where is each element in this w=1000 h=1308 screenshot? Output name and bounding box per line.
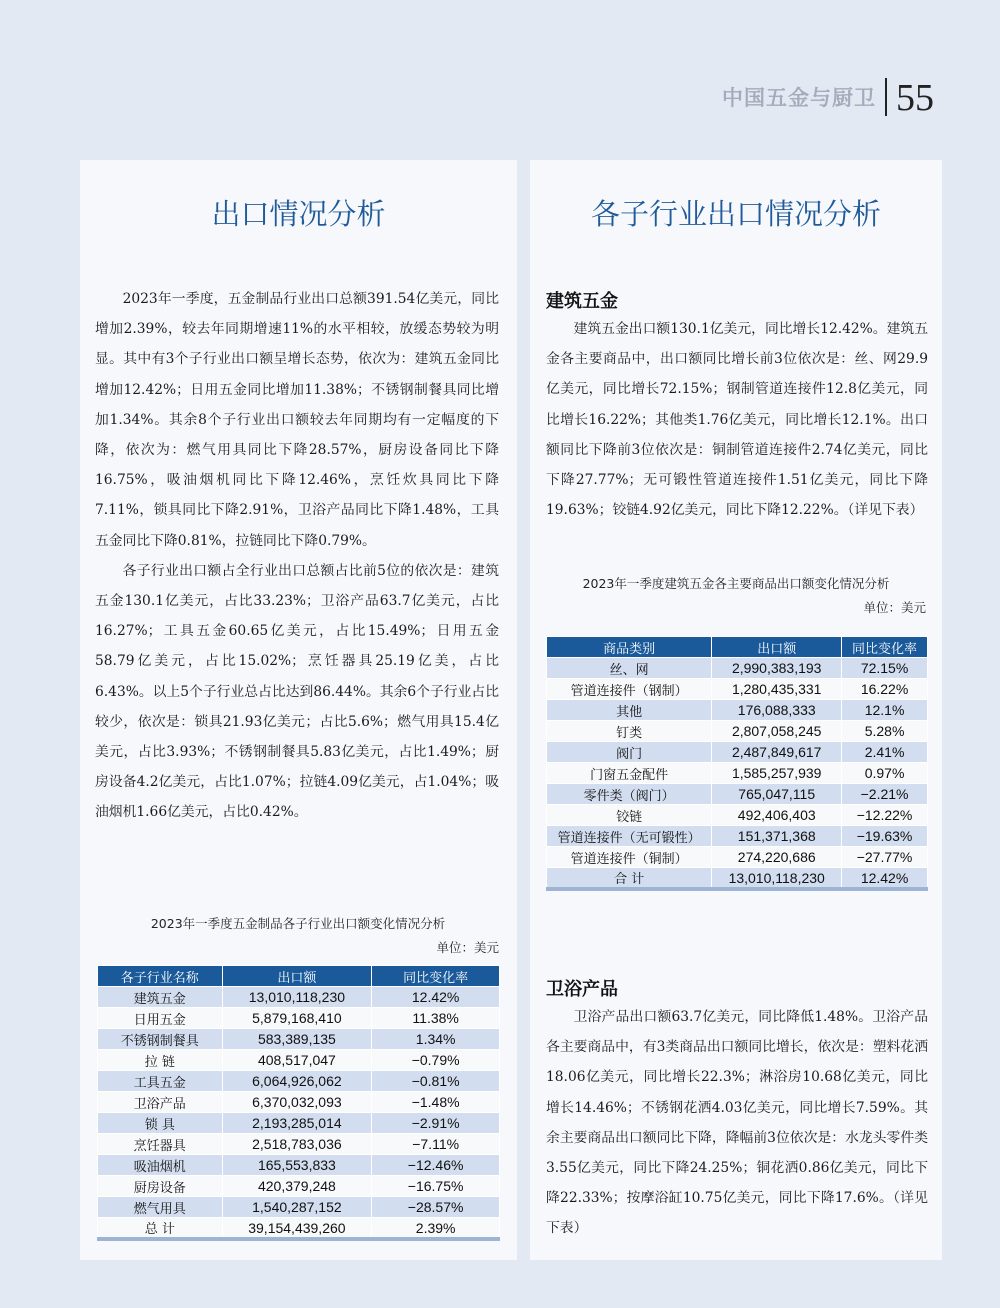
table-cell: 日用五金 <box>98 1008 223 1029</box>
table-cell: 420,379,248 <box>222 1176 372 1197</box>
header-divider <box>885 78 887 116</box>
table-cell: −2.21% <box>842 784 928 805</box>
table-cell: 燃气用具 <box>98 1197 223 1218</box>
magazine-logo: 中国五金与厨卫 <box>722 86 876 110</box>
table-cell: 2,487,849,617 <box>712 742 842 763</box>
table-row <box>98 1176 500 1197</box>
table-cell: −19.63% <box>842 826 928 847</box>
table-cell: 合 计 <box>547 868 712 890</box>
table-row <box>547 742 928 763</box>
table-cell: 12.1% <box>842 700 928 721</box>
building-hardware-table <box>546 636 928 891</box>
table-row <box>547 784 928 805</box>
table-cell: 165,553,833 <box>222 1155 372 1176</box>
table-cell: −0.79% <box>372 1050 500 1071</box>
table-cell: 1.34% <box>372 1029 500 1050</box>
table-row <box>98 1134 500 1155</box>
table-cell: 2.39% <box>372 1218 500 1240</box>
table-cell: 13,010,118,230 <box>222 987 372 1008</box>
table-cell: 铰链 <box>547 805 712 826</box>
table-cell: 管道连接件（钢制） <box>547 679 712 700</box>
table-cell: 5,879,168,410 <box>222 1008 372 1029</box>
table-cell: 门窗五金配件 <box>547 763 712 784</box>
table-cell: 其他 <box>547 700 712 721</box>
table-row <box>98 1113 500 1134</box>
table-cell: 12.42% <box>372 987 500 1008</box>
right-table-unit: 单位：美元 <box>863 600 926 615</box>
industry-export-table <box>97 965 500 1241</box>
left-body-text <box>95 284 499 828</box>
table-cell: 13,010,118,230 <box>712 868 842 890</box>
table-cell: 16.22% <box>842 679 928 700</box>
table-cell: −28.57% <box>372 1197 500 1218</box>
table-row <box>547 700 928 721</box>
table-row <box>98 1071 500 1092</box>
page-number: 55 <box>896 77 934 119</box>
table-header-row <box>547 637 928 658</box>
table-cell: 2,518,783,036 <box>222 1134 372 1155</box>
right-section-title: 各子行业出口情况分析 <box>590 197 881 231</box>
left-paragraph-2: 各子行业出口额占全行业出口总额占比前5位的依次是：建筑五金130.1亿美元，占比33.23%；卫浴产品63.7亿美元，占比16.27%；工具五金60.65亿美元，占比15.49%；日用五金58.79亿美元，占比15.02%；烹饪器具25.19亿美，占比6.43%。以上5个子行业总占比达到86.44%。其余6个子行业占比较少，依次是：锁具21.93亿美元；占比5.6%；燃气用具15.4亿美元，占比3.93%；不锈钢制餐具5.83亿美元，占比1.49%；厨房设备4.2亿美元，占比1.07%；拉链4.09亿美元，占1.04%；吸油烟机1.66亿美元，占比0.42%。 <box>95 562 499 821</box>
table-row <box>98 1092 500 1113</box>
table-cell: 6,064,926,062 <box>222 1071 372 1092</box>
table-row <box>547 721 928 742</box>
table-cell: 5.28% <box>842 721 928 742</box>
table-cell: 钉类 <box>547 721 712 742</box>
table-row <box>98 1050 500 1071</box>
column-header: 出口额 <box>712 637 842 658</box>
table-cell: −1.48% <box>372 1092 500 1113</box>
table-row <box>547 868 928 890</box>
table-cell: 274,220,686 <box>712 847 842 868</box>
column-header: 各子行业名称 <box>98 966 223 987</box>
table-cell: 0.97% <box>842 763 928 784</box>
table-cell: 39,154,439,260 <box>222 1218 372 1240</box>
table-cell: 不锈钢制餐具 <box>98 1029 223 1050</box>
table-cell: 1,540,287,152 <box>222 1197 372 1218</box>
table-cell: 408,517,047 <box>222 1050 372 1071</box>
table-cell: 2,990,383,193 <box>712 658 842 679</box>
table-cell: −12.22% <box>842 805 928 826</box>
table-cell: −2.91% <box>372 1113 500 1134</box>
building-hardware-text <box>546 314 928 525</box>
table-cell: 丝、网 <box>547 658 712 679</box>
table-cell: 11.38% <box>372 1008 500 1029</box>
table-row <box>98 1197 500 1218</box>
table-cell: −16.75% <box>372 1176 500 1197</box>
table-cell: 583,389,135 <box>222 1029 372 1050</box>
table-row <box>547 826 928 847</box>
table-cell: 烹饪器具 <box>98 1134 223 1155</box>
table-row <box>547 658 928 679</box>
table-cell: 锁 具 <box>98 1113 223 1134</box>
table-cell: 总 计 <box>98 1218 223 1240</box>
table-row <box>547 679 928 700</box>
table-cell: 2,193,285,014 <box>222 1113 372 1134</box>
right-panel <box>530 160 942 1260</box>
left-table-unit: 单位：美元 <box>436 940 499 955</box>
column-header: 出口额 <box>222 966 372 987</box>
table-row <box>98 1155 500 1176</box>
left-table-caption: 2023年一季度五金制品各子行业出口额变化情况分析 <box>150 916 446 931</box>
table-cell: 工具五金 <box>98 1071 223 1092</box>
table-row <box>98 1008 500 1029</box>
table-cell: 2,807,058,245 <box>712 721 842 742</box>
table-cell: 6,370,032,093 <box>222 1092 372 1113</box>
table-row <box>547 847 928 868</box>
bathroom-products-paragraph: 卫浴产品出口额63.7亿美元，同比降低1.48%。卫浴产品各主要商品中，有3类商品出口额同比增长，依次是：塑料花洒18.06亿美元，同比增长22.3%；淋浴房10.68亿美元，同比增长14.46%；不锈钢花洒4.03亿美元，同比增长7.59%。其余主要商品出口额同比下降，降幅前3位依次是：水龙头零件类3.55亿美元，同比下降24.25%；铜花洒0.86亿美元，同比下降22.33%；按摩浴缸10.75亿美元，同比下降17.6%。（详见下表） <box>546 1009 928 1237</box>
table-cell: 拉 链 <box>98 1050 223 1071</box>
table-cell: 765,047,115 <box>712 784 842 805</box>
table-cell: 1,585,257,939 <box>712 763 842 784</box>
table-cell: 72.15% <box>842 658 928 679</box>
table-cell: 151,371,368 <box>712 826 842 847</box>
right-table-caption: 2023年一季度建筑五金各主要商品出口额变化情况分析 <box>582 576 890 591</box>
table-cell: 管道连接件（铜制） <box>547 847 712 868</box>
table-cell: 建筑五金 <box>98 987 223 1008</box>
table-cell: 492,406,403 <box>712 805 842 826</box>
left-section-title: 出口情况分析 <box>211 197 386 231</box>
table-cell: −0.81% <box>372 1071 500 1092</box>
table-cell: 卫浴产品 <box>98 1092 223 1113</box>
table-row <box>547 763 928 784</box>
table-row <box>98 1029 500 1050</box>
table-cell: 吸油烟机 <box>98 1155 223 1176</box>
table-cell: 零件类（阀门） <box>547 784 712 805</box>
table-cell: 2.41% <box>842 742 928 763</box>
table-row <box>98 987 500 1008</box>
table-cell: 12.42% <box>842 868 928 890</box>
column-header: 商品类别 <box>547 637 712 658</box>
table-cell: 管道连接件（无可锻性） <box>547 826 712 847</box>
table-cell: 阀门 <box>547 742 712 763</box>
table-cell: 厨房设备 <box>98 1176 223 1197</box>
building-hardware-paragraph: 建筑五金出口额130.1亿美元，同比增长12.42%。建筑五金各主要商品中，出口额同比增长前3位依次是：丝、网29.9亿美元，同比增长72.15%；钢制管道连接件12.8亿美元，同比增长16.22%；其他类1.76亿美元，同比增长12.1%。出口额同比下降前3位依次是：铜制管道连接件2.74亿美元，同比下降27.77%；无可锻性管道连接件1.51亿美元，同比下降19.63%；铰链4.92亿美元，同比下降12.22%。（详见下表） <box>546 321 928 519</box>
table-cell: −27.77% <box>842 847 928 868</box>
subsection-heading-building-hardware: 建筑五金 <box>546 291 618 312</box>
table-cell: −12.46% <box>372 1155 500 1176</box>
bathroom-products-text <box>546 1002 928 1244</box>
left-paragraph-1: 2023年一季度，五金制品行业出口总额391.54亿美元，同比增加2.39%，较去年同期增速11%的水平相较，放缓态势较为明显。其中有3个子行业出口额呈增长态势，依次为：建筑五金同比增加12.42%；日用五金同比增加11.38%；不锈钢制餐具同比增加1.34%。其余8个子行业出口额较去年同期均有一定幅度的下降，依次为：燃气用具同比下降28.57%，厨房设备同比下降16.75%，吸油烟机同比下降12.46%，烹饪炊具同比下降7.11%，锁具同比下降2.91%，卫浴产品同比下降1.48%，工具五金同比下降0.81%，拉链同比下降0.79%。 <box>95 291 499 549</box>
table-cell: 1,280,435,331 <box>712 679 842 700</box>
subsection-heading-bathroom-products: 卫浴产品 <box>546 979 618 1000</box>
table-row <box>98 1218 500 1240</box>
table-row <box>547 805 928 826</box>
table-cell: −7.11% <box>372 1134 500 1155</box>
table-header-row <box>98 966 500 987</box>
column-header: 同比变化率 <box>372 966 500 987</box>
left-panel <box>80 160 517 1260</box>
column-header: 同比变化率 <box>842 637 928 658</box>
table-cell: 176,088,333 <box>712 700 842 721</box>
